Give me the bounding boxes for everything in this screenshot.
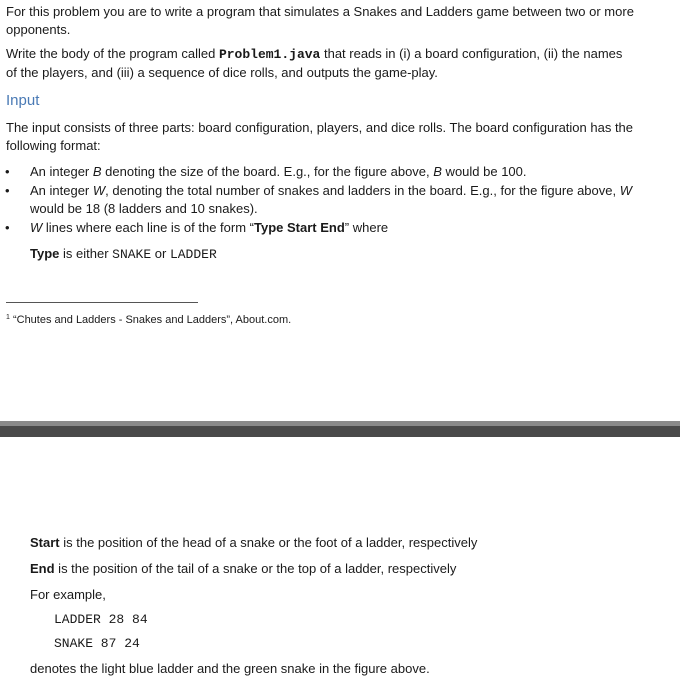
intro-paragraph-1: For this problem you are to write a program that simulates a Snakes and Ladders game between two or more opponents.: [6, 4, 634, 37]
b1-mid: denoting the size of the board. E.g., for the figure above,: [101, 164, 434, 179]
end-definition: [30, 560, 456, 578]
type-mid: is either: [59, 246, 113, 261]
b3-var: W: [30, 220, 43, 235]
type-snake: SNAKE: [112, 247, 152, 262]
start-label: Start: [30, 535, 60, 550]
footnote-text: “Chutes and Ladders - Snakes and Ladders”, About.com.: [9, 314, 292, 326]
b3-bold: Type Start End: [254, 220, 345, 235]
closing-sentence: denotes the light blue ladder and the green snake in the figure above.: [30, 661, 430, 676]
list-item-lines-format: [0, 219, 640, 237]
b1-var: B: [92, 164, 102, 179]
start-definition: [30, 534, 477, 552]
type-label: Type: [30, 246, 60, 261]
bullet-icon: •: [5, 164, 10, 179]
page-break-bar: [0, 421, 680, 437]
b1-pre: An integer: [30, 164, 93, 179]
board-format-list: [0, 163, 640, 238]
b3-mid: lines where each line is of the form “: [42, 220, 254, 235]
b2-var: W: [92, 183, 106, 198]
type-ladder: LADDER: [169, 247, 217, 262]
b2-pre: An integer: [30, 183, 93, 198]
end-text: is the position of the tail of a snake or the top of a ladder, respectively: [54, 561, 457, 576]
b2-var2: W: [619, 183, 632, 198]
intro-paragraph-2: [6, 45, 636, 82]
b1-post: would be 100.: [441, 164, 527, 179]
start-text: is the position of the head of a snake or the foot of a ladder, respectively: [59, 535, 478, 550]
list-item-board-size: [0, 163, 640, 181]
input-description: The input consists of three parts: board configuration, players, and dice rolls. The board configuration has the following format:: [6, 120, 634, 153]
intro-p2-before: Write the body of the program called: [6, 46, 219, 61]
program-filename: Problem1.java: [218, 47, 321, 62]
footnote-marker: 1: [6, 314, 10, 321]
b3-post: ” where: [344, 220, 389, 235]
example-label: For example,: [30, 587, 106, 602]
intro-p2-after: that reads in (i) a board configuration, (ii) the names of the players, and (iii) a sequence of dice rolls, and outputs the game-play.: [6, 46, 623, 80]
footnote-separator: [6, 302, 198, 303]
example-snake-line: SNAKE 87 24: [54, 636, 140, 651]
b2-post: would be 18 (8 ladders and 10 snakes).: [30, 201, 258, 216]
bullet-icon: •: [5, 220, 10, 235]
list-item-total-count: [0, 182, 640, 218]
end-label: End: [30, 561, 55, 576]
input-heading: Input: [6, 92, 40, 109]
b1-var2: B: [433, 164, 442, 179]
footnote: [6, 311, 291, 327]
bullet-icon: •: [5, 183, 10, 198]
type-definition: [30, 245, 217, 264]
type-or: or: [151, 246, 170, 261]
example-ladder-line: LADDER 28 84: [54, 612, 148, 627]
page-break-highlight: [0, 421, 680, 426]
b2-mid: , denoting the total number of snakes and ladders in the board. E.g., for the figure above,: [105, 183, 620, 198]
